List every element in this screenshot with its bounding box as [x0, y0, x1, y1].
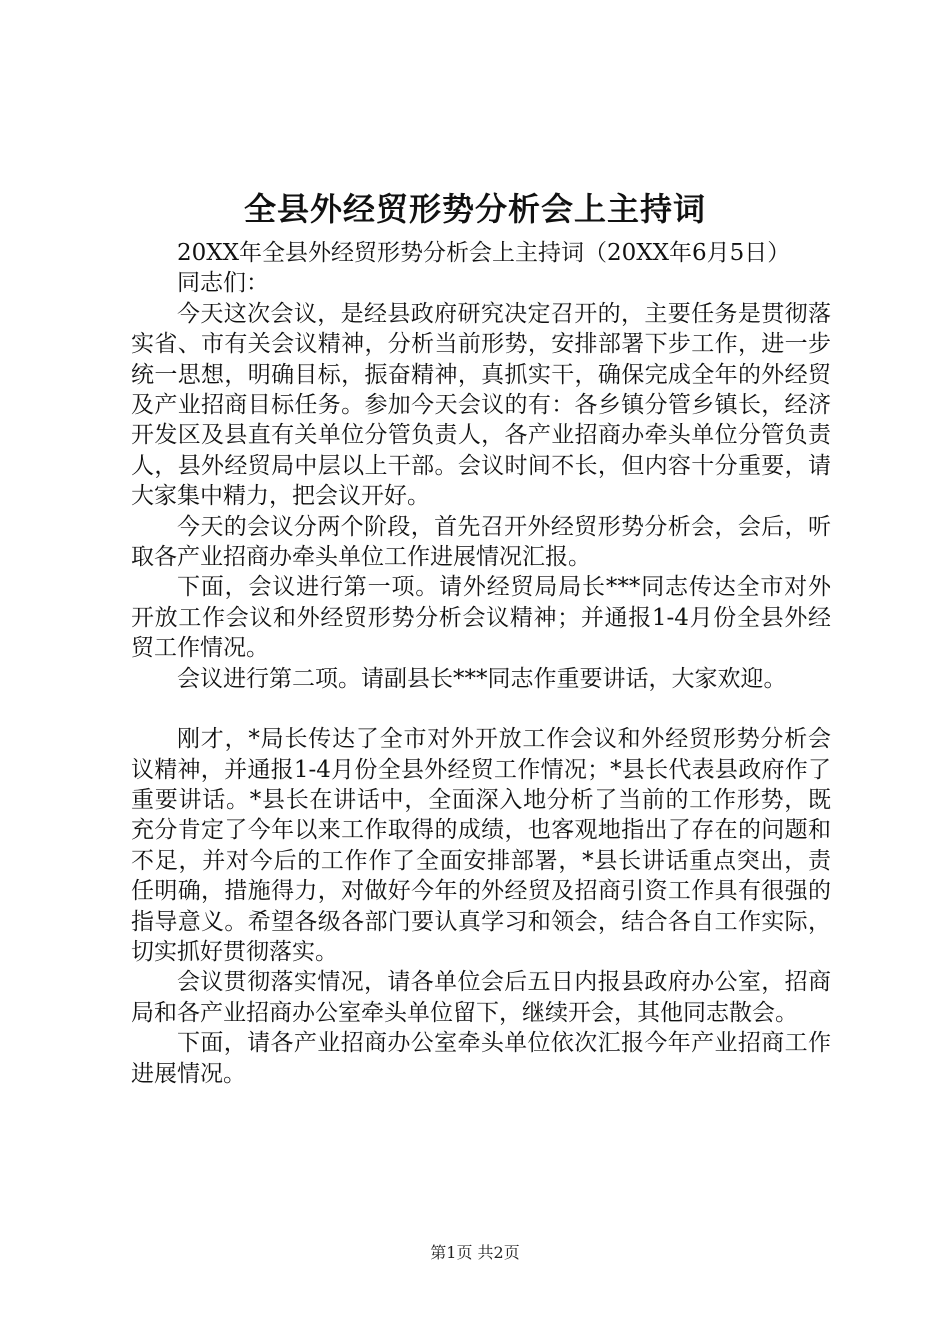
paragraph-item-two: 会议进行第二项。请副县长***同志作重要讲话，大家欢迎。: [177, 665, 787, 692]
paragraph-reports: 下面，请各产业招商办公室牵头单位依次汇报今年产业招商工作进展情况。: [131, 1030, 831, 1087]
paragraph-meeting-purpose: 今天这次会议，是经县政府研究决定召开的，主要任务是贯彻落实省、市有关会议精神，分析当前形势，安排部署下步工作，进一步统一思想，明确目标，振奋精神，真抓实干，确保完成全年的外经贸及产业招商目标任务。参加今天会议的有：各乡镇分管乡镇长，经济开发区及县直有关单位分管负责人，各产业招商办牵头单位分管负责人，县外经贸局中层以上干部。会议时间不长，但内容十分重要，请大家集中精力，把会议开好。: [131, 300, 831, 510]
paragraph-heading-line: 20XX年全县外经贸形势分析会上主持词（20XX年6月5日）: [177, 240, 791, 266]
document-title: 全县外经贸形势分析会上主持词: [243, 190, 706, 228]
page-indicator: 第1页 共2页: [430, 1243, 520, 1262]
paragraph-summary: 刚才，*局长传达了全市对外开放工作会议和外经贸形势分析会议精神，并通报1-4月份全县外经贸工作情况；*县长代表县政府作了重要讲话。*县长在讲话中，全面深入地分析了当前的工作形势，既充分肯定了今年以来工作取得的成绩，也客观地指出了存在的问题和不足，并对今后的工作作了全面安排部署，*县长讲话重点突出，责任明确，措施得力，对做好今年的外经贸及招商引资工作具有很强的指导意义。希望各级各部门要认真学习和领会，结合各自工作实际，切实抓好贯彻落实。: [131, 726, 831, 965]
paragraph-salutation: 同志们：: [177, 270, 269, 297]
paragraph-item-one: 下面，会议进行第一项。请外经贸局局长***同志传达全市对外开放工作会议和外经贸形势分析会议精神；并通报1-4月份全县外经贸工作情况。: [131, 574, 831, 662]
paragraph-implementation: 会议贯彻落实情况，请各单位会后五日内报县政府办公室，招商局和各产业招商办公室牵头单位留下，继续开会，其他同志散会。: [131, 969, 831, 1026]
document-body: [131, 238, 831, 1089]
paragraph-meeting-stages: 今天的会议分两个阶段，首先召开外经贸形势分析会，会后，听取各产业招商办牵头单位工作进展情况汇报。: [131, 513, 831, 571]
